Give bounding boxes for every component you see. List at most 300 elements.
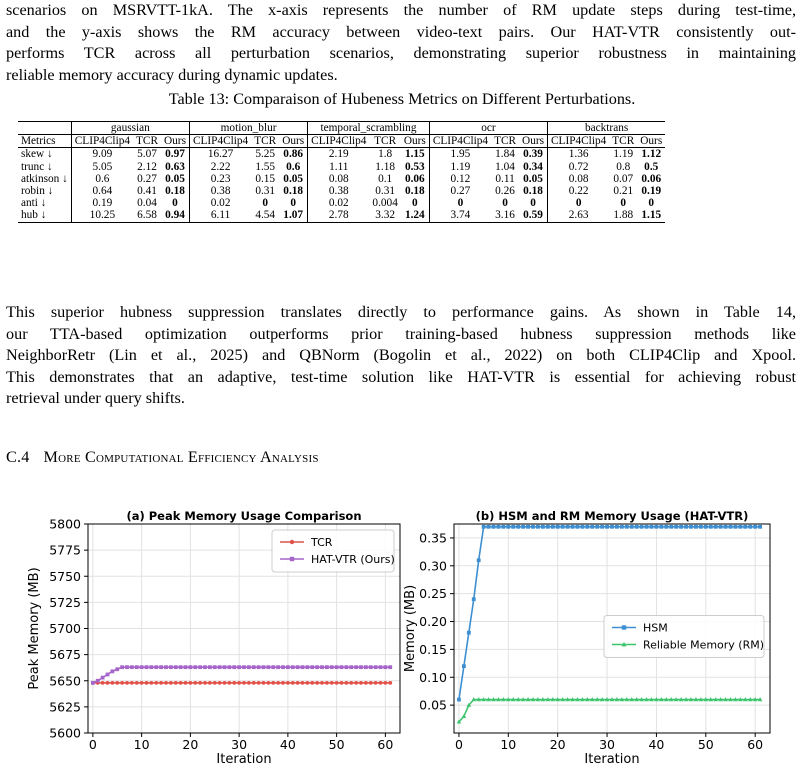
data-point — [145, 681, 149, 685]
data-point — [223, 681, 227, 685]
table-cell: 0.05 — [279, 173, 307, 185]
table-row — [18, 209, 665, 222]
table-cell: 1.15 — [637, 209, 665, 222]
data-point — [159, 681, 163, 685]
legend-label: TCR — [311, 536, 333, 549]
data-point — [541, 525, 545, 529]
x-tick-label: 0 — [88, 737, 97, 752]
legend-marker — [622, 625, 626, 629]
para2-line: NeighborRetr (Lin et al., 2025) and QBNorm (Bogolin et al., 2022) on both CLIP4Clip and Xpool. — [6, 346, 796, 364]
table-cell: 6.11 — [189, 209, 251, 222]
data-point — [305, 681, 309, 685]
table-cell: 0.59 — [519, 209, 547, 222]
data-point — [276, 665, 280, 669]
table-cell: 0.6 — [95, 172, 110, 185]
data-point — [364, 681, 368, 685]
table-cell: 9.09 — [71, 148, 133, 161]
table-cell: 0.38 — [210, 185, 231, 198]
data-point — [227, 681, 231, 685]
data-point — [354, 681, 358, 685]
table-cell: 0.5 — [644, 160, 659, 173]
x-axis-label: Iteration — [216, 752, 272, 767]
data-point — [208, 665, 212, 669]
data-point — [748, 525, 752, 529]
y-tick-label: 0.20 — [419, 614, 447, 630]
x-tick-label: 10 — [500, 737, 517, 752]
table-cell: 0.02 — [210, 197, 231, 210]
data-point — [125, 681, 129, 685]
data-point — [198, 665, 202, 669]
table-cell: 0.1 — [378, 172, 393, 185]
memory-usage-charts — [0, 500, 804, 769]
data-point — [296, 665, 300, 669]
table-cell: 0.53 — [401, 161, 429, 173]
table-cell: 0.39 — [519, 148, 547, 161]
metrics-header: Metrics — [18, 135, 71, 148]
table-cell: 0 — [161, 197, 189, 209]
data-point — [281, 665, 285, 669]
group-header: ocr — [429, 122, 547, 135]
table-cell: 0.86 — [279, 148, 307, 161]
table-cell: 1.24 — [401, 209, 429, 222]
data-point — [135, 681, 139, 685]
table-cell: 0.004 — [372, 197, 398, 210]
data-point — [477, 558, 481, 562]
x-tick-label: 10 — [133, 737, 150, 752]
table-cell: 0.05 — [161, 173, 189, 185]
table-cell: 10.25 — [71, 209, 133, 222]
data-point — [383, 681, 387, 685]
table-cell: 2.12 — [137, 160, 157, 173]
data-point — [145, 665, 149, 669]
data-point — [699, 525, 703, 529]
legend-marker — [290, 540, 294, 544]
data-point — [330, 681, 334, 685]
table-cell: 0.21 — [613, 185, 634, 198]
data-point — [120, 665, 124, 669]
data-point — [630, 525, 634, 529]
x-tick-label: 50 — [328, 737, 345, 752]
table-cell: 1.95 — [429, 148, 491, 161]
data-point — [595, 525, 599, 529]
table-row — [18, 148, 665, 161]
method-header: TCR — [251, 135, 279, 148]
data-point — [106, 673, 110, 677]
table-cell: 0 — [457, 197, 464, 210]
table-cell: 0.18 — [161, 185, 189, 197]
data-point — [154, 681, 158, 685]
method-header: TCR — [133, 135, 161, 148]
para1-line: performs TCR across all perturbation scenarios, demonstrating superior robustness in maintaining — [6, 44, 796, 62]
group-header: backtrans — [548, 122, 666, 135]
legend-marker — [290, 557, 294, 561]
table-cell: 2.22 — [210, 160, 231, 173]
table-cell: 0.34 — [519, 161, 547, 173]
data-point — [218, 665, 222, 669]
series-line-reliable-memory-rm- — [459, 700, 760, 722]
data-point — [566, 525, 570, 529]
table-cell: 1.15 — [401, 148, 429, 161]
data-point — [110, 681, 114, 685]
data-point — [369, 681, 373, 685]
data-point — [734, 525, 738, 529]
data-point — [664, 525, 668, 529]
data-point — [193, 681, 197, 685]
table-cell: 1.19 — [609, 148, 637, 161]
group-header: gaussian — [71, 122, 189, 135]
data-point — [281, 681, 285, 685]
data-point — [193, 665, 197, 669]
method-header: Ours — [279, 135, 307, 148]
table-cell: 1.55 — [255, 160, 276, 173]
data-point — [184, 681, 188, 685]
data-point — [154, 665, 158, 669]
table-cell: 0.64 — [92, 185, 113, 198]
x-tick-label: 20 — [549, 737, 566, 752]
data-point — [645, 525, 649, 529]
data-point — [635, 525, 639, 529]
table-cell: 0.15 — [255, 172, 276, 185]
metric-name: robin ↓ — [18, 185, 71, 197]
data-point — [506, 525, 510, 529]
y-axis-label: Memory (MB) — [403, 584, 418, 673]
table-cell: 1.36 — [548, 148, 610, 161]
table-cell: 3.16 — [491, 209, 519, 222]
table-caption: Table 13: Comparaison of Hubeness Metrics on Different Perturbations. — [168, 90, 636, 108]
data-point — [257, 681, 261, 685]
legend-label: HSM — [643, 621, 668, 635]
data-point — [291, 665, 295, 669]
table-cell: 0.27 — [137, 172, 157, 185]
para2-line: This superior hubness suppression translates directly to performance gains. As shown in Table 14, — [6, 303, 796, 321]
metric-name: trunc ↓ — [18, 161, 71, 173]
y-tick-label: 5600 — [49, 725, 81, 741]
legend-label: Reliable Memory (RM) — [643, 638, 765, 652]
data-point — [174, 665, 178, 669]
data-point — [164, 681, 168, 685]
data-point — [625, 525, 629, 529]
table-cell: 0.6 — [279, 161, 307, 173]
table-cell: 0 — [262, 197, 269, 210]
table-cell: 1.8 — [369, 148, 400, 161]
data-point — [266, 681, 270, 685]
data-point — [315, 665, 319, 669]
data-point — [743, 525, 747, 529]
data-point — [571, 525, 575, 529]
x-axis-label: Iteration — [584, 752, 640, 767]
data-point — [349, 681, 353, 685]
data-point — [169, 681, 173, 685]
table-cell: 1.11 — [329, 160, 349, 173]
data-point — [753, 525, 757, 529]
table-cell: 0.12 — [450, 172, 471, 185]
x-tick-label: 30 — [599, 737, 616, 752]
table-cell: 0.23 — [210, 172, 231, 185]
data-point — [301, 681, 305, 685]
data-point — [286, 665, 290, 669]
table-cell: 0.18 — [279, 185, 307, 197]
data-point — [149, 681, 153, 685]
data-point — [374, 665, 378, 669]
data-point — [130, 665, 134, 669]
metric-name: hub ↓ — [18, 209, 71, 222]
table-row — [18, 185, 665, 197]
data-point — [521, 525, 525, 529]
y-tick-label: 5625 — [49, 699, 81, 715]
data-point — [349, 665, 353, 669]
table-corner — [18, 122, 71, 135]
data-point — [556, 525, 560, 529]
series-line-hsm — [459, 527, 760, 700]
y-tick-label: 5700 — [49, 621, 81, 636]
data-point — [91, 681, 95, 685]
method-header: Ours — [401, 135, 429, 148]
data-point — [115, 681, 119, 685]
data-point — [120, 681, 124, 685]
data-point — [96, 679, 100, 683]
table-cell: 0.38 — [328, 185, 349, 198]
data-point — [714, 525, 718, 529]
data-point — [526, 525, 530, 529]
data-point — [198, 681, 202, 685]
para2-line: This demonstrates that an adaptive, test-time solution like HAT-VTR is essential for achieving robust — [6, 367, 796, 386]
table-cell: 1.19 — [450, 160, 471, 173]
data-point — [379, 665, 383, 669]
data-point — [724, 525, 728, 529]
data-point — [262, 681, 266, 685]
table-cell: 1.88 — [609, 209, 637, 222]
data-point — [315, 681, 319, 685]
data-point — [301, 665, 305, 669]
method-header: TCR — [491, 135, 519, 148]
data-point — [511, 525, 515, 529]
data-point — [247, 681, 251, 685]
data-point — [262, 665, 266, 669]
data-point — [125, 665, 129, 669]
table-cell: 1.12 — [637, 148, 665, 161]
data-point — [719, 525, 723, 529]
method-header: Ours — [161, 135, 189, 148]
data-point — [354, 665, 358, 669]
data-point — [135, 665, 139, 669]
section-title: More Computational Efficiency Analysis — [43, 448, 319, 466]
para1-line: and the y-axis shows the RM accuracy between video-text pairs. Our HAT-VTR consistently out- — [6, 22, 796, 41]
data-point — [188, 665, 192, 669]
data-point — [585, 525, 589, 529]
data-point — [340, 681, 344, 685]
x-tick-label: 40 — [648, 737, 665, 752]
table-cell: 0 — [648, 197, 655, 210]
data-point — [758, 525, 762, 529]
data-point — [208, 681, 212, 685]
table-row — [18, 173, 665, 185]
y-axis-label: Peak Memory (MB) — [27, 567, 42, 690]
table-cell: 0.06 — [401, 173, 429, 185]
method-header: TCR — [609, 135, 637, 148]
data-point — [159, 665, 163, 669]
section-heading — [6, 448, 319, 467]
data-point — [237, 665, 241, 669]
table-cell: 0.08 — [568, 172, 589, 185]
data-point — [605, 525, 609, 529]
data-point — [738, 525, 742, 529]
data-point — [174, 681, 178, 685]
data-point — [203, 665, 207, 669]
table-cell: 0.06 — [641, 172, 662, 185]
table-cell: 0 — [401, 197, 429, 209]
table-cell: 2.19 — [308, 148, 370, 161]
data-point — [227, 665, 231, 669]
table-cell: 5.05 — [92, 160, 113, 173]
data-point — [551, 525, 555, 529]
table-cell: 0.26 — [495, 185, 515, 198]
y-tick-label: 5775 — [49, 542, 81, 558]
method-header: Ours — [637, 135, 665, 148]
data-point — [110, 669, 114, 673]
x-tick-label: 50 — [697, 737, 714, 752]
data-point — [271, 665, 275, 669]
table-cell: 0 — [575, 197, 582, 210]
data-point — [164, 665, 168, 669]
data-point — [169, 665, 173, 669]
y-tick-label: 0.25 — [419, 586, 447, 602]
table-cell: 6.58 — [133, 209, 161, 222]
table-row — [18, 197, 665, 209]
x-tick-label: 0 — [454, 737, 463, 752]
method-header: Ours — [519, 135, 547, 148]
data-point — [237, 681, 241, 685]
data-point — [179, 681, 183, 685]
data-point — [729, 525, 733, 529]
data-point — [310, 681, 314, 685]
group-header: motion_blur — [189, 122, 307, 135]
data-point — [388, 665, 392, 669]
table-cell: 0.18 — [401, 185, 429, 197]
table-cell: 2.78 — [308, 209, 370, 222]
data-point — [679, 525, 683, 529]
data-point — [213, 681, 217, 685]
data-point — [184, 665, 188, 669]
data-point — [335, 681, 339, 685]
data-point — [106, 681, 110, 685]
table-cell: 0 — [620, 197, 627, 210]
table-cell: 0.63 — [161, 161, 189, 173]
data-point — [492, 525, 496, 529]
chart-title: (a) Peak Memory Usage Comparison — [126, 509, 362, 523]
table-cell: 0.27 — [450, 185, 471, 198]
data-point — [684, 525, 688, 529]
method-header: TCR — [369, 135, 400, 148]
method-header: CLIP4Clip4 — [308, 135, 370, 148]
data-point — [590, 525, 594, 529]
data-point — [213, 665, 217, 669]
table-cell: 0.19 — [92, 197, 113, 210]
y-tick-label: 5650 — [49, 673, 81, 689]
table-cell: 16.27 — [189, 148, 251, 161]
group-header: temporal_scrambling — [308, 122, 430, 135]
data-point — [232, 665, 236, 669]
data-point — [689, 525, 693, 529]
paragraph-figure-description — [6, 0, 796, 86]
data-point — [694, 525, 698, 529]
data-point — [359, 681, 363, 685]
data-point — [320, 681, 324, 685]
para1-line: scenarios on MSRVTT-1kA. The x-axis represents the number of RM update steps during test-time, — [6, 1, 796, 19]
metric-name: anti ↓ — [18, 197, 71, 209]
data-point — [615, 525, 619, 529]
data-point — [546, 525, 550, 529]
legend-label: HAT-VTR (Ours) — [311, 553, 395, 566]
y-tick-label: 0.10 — [419, 669, 447, 685]
data-point — [276, 681, 280, 685]
data-point — [335, 665, 339, 669]
section-number: C.4 — [6, 448, 30, 466]
data-point — [203, 681, 207, 685]
data-point — [669, 525, 673, 529]
data-point — [266, 665, 270, 669]
table-cell: 0.07 — [613, 172, 634, 185]
para2-line: retrieval under query shifts. — [6, 389, 185, 407]
data-point — [101, 681, 105, 685]
method-header: CLIP4Clip4 — [189, 135, 251, 148]
data-point — [640, 525, 644, 529]
data-point — [659, 525, 663, 529]
data-point — [149, 665, 153, 669]
table-cell: 1.07 — [279, 209, 307, 222]
data-point — [561, 525, 565, 529]
table-cell: 5.25 — [251, 148, 279, 161]
y-tick-label: 0.30 — [419, 558, 447, 574]
data-point — [296, 681, 300, 685]
table-cell: 0.19 — [641, 185, 662, 198]
table-cell: 0 — [502, 197, 508, 210]
data-point — [709, 525, 713, 529]
data-point — [620, 525, 624, 529]
table-cell: 0.94 — [161, 209, 189, 222]
y-tick-label: 0.15 — [419, 641, 447, 657]
data-point — [580, 525, 584, 529]
data-point — [536, 525, 540, 529]
table-row — [18, 161, 665, 173]
chart-title: (b) HSM and RM Memory Usage (HAT-VTR) — [475, 509, 749, 523]
data-point — [482, 525, 486, 529]
data-point — [257, 665, 261, 669]
table-cell: 0.11 — [495, 172, 515, 185]
y-tick-label: 5800 — [49, 516, 81, 532]
data-point — [650, 525, 654, 529]
data-point — [369, 665, 373, 669]
data-point — [101, 676, 105, 680]
data-point — [218, 681, 222, 685]
table-cell: 5.07 — [133, 148, 161, 161]
data-point — [364, 665, 368, 669]
table-cell: 0.02 — [328, 197, 349, 210]
data-point — [325, 665, 329, 669]
x-tick-label: 20 — [182, 737, 199, 752]
table-cell: 1.04 — [495, 160, 515, 173]
data-point — [388, 681, 392, 685]
data-point — [320, 665, 324, 669]
data-point — [179, 665, 183, 669]
data-point — [531, 525, 535, 529]
paragraph-hubness-suppression — [6, 302, 796, 410]
table-cell: 0.18 — [519, 185, 547, 197]
table-cell: 0 — [519, 197, 547, 209]
table-cell: 0.04 — [137, 197, 157, 210]
data-point — [610, 525, 614, 529]
x-tick-label: 30 — [231, 737, 248, 752]
data-point — [140, 665, 144, 669]
